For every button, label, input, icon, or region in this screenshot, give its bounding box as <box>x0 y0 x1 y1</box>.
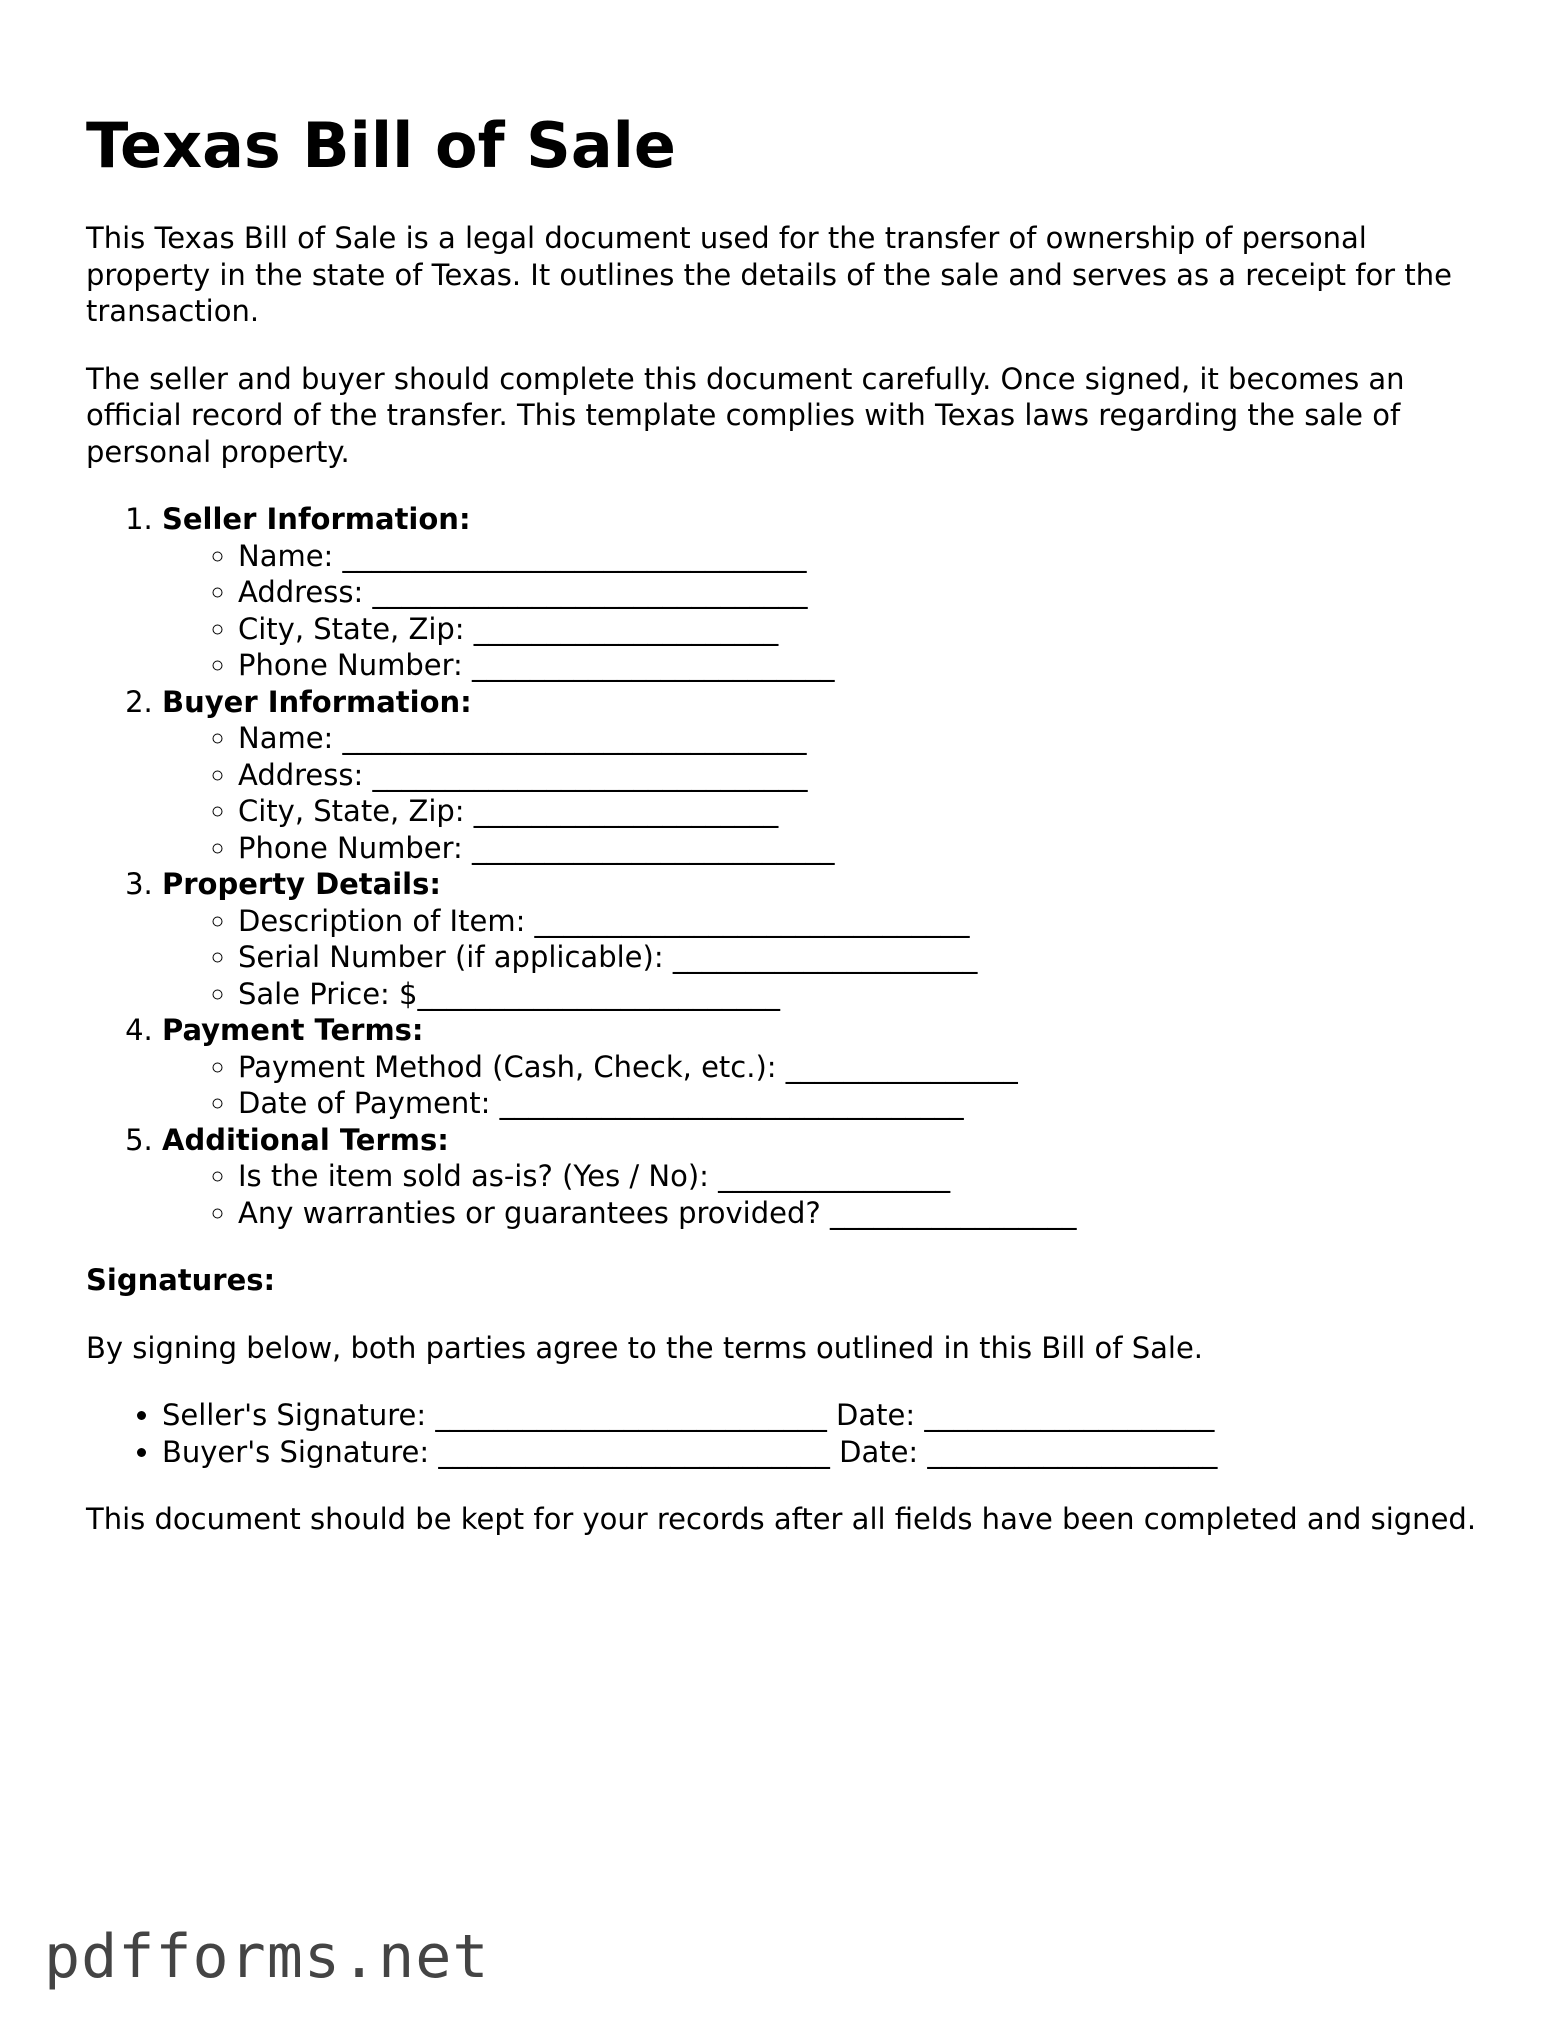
buyer-signature-line[interactable]: • Buyer's Signature: ___________________________ Date: ____________________ <box>162 1434 1486 1471</box>
field-list <box>162 1049 1486 1122</box>
section-seller <box>162 501 1486 684</box>
section-title: Seller Information: <box>162 502 471 536</box>
seller-name-field[interactable]: ◦ Name: ________________________________ <box>238 538 1486 575</box>
buyer-phone-field[interactable]: ◦ Phone Number: _________________________ <box>238 830 1486 867</box>
field-list <box>162 538 1486 684</box>
signatures-heading: Signatures: <box>86 1263 276 1297</box>
section-buyer <box>162 684 1486 867</box>
section-property <box>162 866 1486 1012</box>
serial-number-field[interactable]: ◦ Serial Number (if applicable): _____________________ <box>238 939 1486 976</box>
buyer-address-field[interactable]: ◦ Address: ______________________________ <box>238 757 1486 794</box>
section-title: Buyer Information: <box>162 684 472 719</box>
section-title: Payment Terms: <box>162 1013 424 1047</box>
field-list <box>162 903 1486 1013</box>
seller-city-state-zip-field[interactable]: ◦ City, State, Zip: _____________________ <box>238 611 1486 648</box>
warranties-field[interactable]: ◦ Any warranties or guarantees provided? _________________ <box>238 1195 1486 1232</box>
payment-method-field[interactable]: ◦ Payment Method (Cash, Check, etc.): ________________ <box>238 1049 1486 1086</box>
sections-list <box>86 501 1486 1231</box>
seller-phone-field[interactable]: ◦ Phone Number: _________________________ <box>238 647 1486 684</box>
buyer-city-state-zip-field[interactable]: ◦ City, State, Zip: _____________________ <box>238 793 1486 830</box>
page-title: Texas Bill of Sale <box>86 109 676 182</box>
seller-address-field[interactable]: ◦ Address: ______________________________ <box>238 574 1486 611</box>
section-payment <box>162 1012 1486 1122</box>
field-list <box>162 720 1486 866</box>
buyer-name-field[interactable]: ◦ Name: ________________________________ <box>238 720 1486 757</box>
section-additional-terms <box>162 1122 1486 1232</box>
section-title: Property Details: <box>162 867 441 901</box>
document-page <box>86 110 1486 1569</box>
signature-list <box>86 1397 1486 1470</box>
section-title: Additional Terms: <box>162 1122 449 1157</box>
field-list <box>162 1158 1486 1231</box>
intro-paragraph-1: This Texas Bill of Sale is a legal document used for the transfer of ownership of personal property in the state of Texas. It outlines the details of the sale and serves as a receipt for the transaction. <box>86 221 1452 328</box>
watermark-logo: pdfforms.net <box>44 1922 490 1992</box>
intro-paragraph-2: The seller and buyer should complete this document carefully. Once signed, it becomes an official record of the transfer. This template complies with Texas laws regarding the sale of personal property. <box>86 361 1405 469</box>
signatures-statement: By signing below, both parties agree to the terms outlined in this Bill of Sale. <box>86 1330 1204 1365</box>
closing-note: This document should be kept for your records after all fields have been completed and signed. <box>86 1502 1477 1536</box>
payment-date-field[interactable]: ◦ Date of Payment: ________________________________ <box>238 1085 1486 1122</box>
sale-price-field[interactable]: ◦ Sale Price: $_________________________ <box>238 976 1486 1013</box>
item-description-field[interactable]: ◦ Description of Item: ______________________________ <box>238 903 1486 940</box>
seller-signature-line[interactable]: • Seller's Signature: ___________________________ Date: ____________________ <box>162 1397 1486 1434</box>
as-is-field[interactable]: ◦ Is the item sold as-is? (Yes / No): ________________ <box>238 1158 1486 1195</box>
